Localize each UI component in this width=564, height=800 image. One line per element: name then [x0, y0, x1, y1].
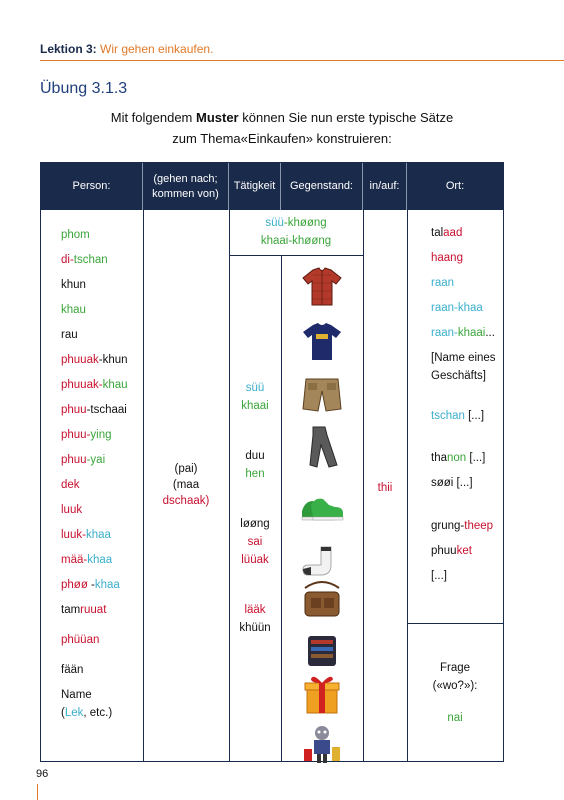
ort-entry: [431, 300, 503, 316]
word-segment: khaai: [260, 235, 289, 247]
ort-entry: [431, 368, 503, 384]
word-segment: tschan: [431, 410, 465, 422]
word-segment: [...]: [431, 570, 447, 582]
verb-line: (pai): [174, 463, 198, 475]
word-segment: luuk: [61, 504, 83, 516]
activity-entry: [229, 233, 363, 249]
ort-entry: [431, 475, 503, 491]
word-segment: raan: [431, 277, 455, 289]
word-segment: dek: [61, 479, 80, 491]
word-segment: khau: [61, 304, 86, 316]
person-entry: [61, 687, 143, 703]
intro-line-1: [40, 108, 524, 128]
word-segment: phüüan: [61, 634, 100, 646]
person-entry: [61, 377, 143, 393]
person-entry: [61, 402, 143, 418]
word-segment: rau: [61, 329, 78, 341]
person-entry: [61, 552, 143, 568]
header-object: Gegenstand:: [281, 163, 363, 210]
word-segment: khaai: [241, 400, 269, 412]
person-entry: [61, 577, 143, 593]
word-segment: -yai: [86, 454, 106, 466]
question-label: («wo?»):: [432, 680, 478, 692]
word-segment: tal: [431, 227, 444, 239]
activity-entry: [229, 516, 281, 532]
shirt-icon: [299, 265, 345, 309]
word-segment: phuu: [61, 404, 87, 416]
word-segment: khaai: [457, 327, 486, 339]
word-segment: Lek: [64, 707, 84, 719]
word-segment: ying: [90, 429, 112, 441]
word-segment: fään: [61, 664, 84, 676]
gift-icon: [299, 671, 345, 715]
column-divider: [281, 255, 282, 761]
question-answer: nai: [447, 712, 463, 724]
word-segment: løøng: [240, 518, 270, 530]
header-place: Ort:: [445, 180, 465, 192]
word-segment: [...]: [464, 410, 485, 422]
word-segment: søøi: [431, 477, 454, 489]
page-marker: [37, 784, 38, 800]
person-entry: [61, 227, 143, 243]
person-entry: [61, 705, 143, 721]
lesson-label: Lektion 3:: [40, 42, 97, 56]
word-segment: khüün: [239, 622, 271, 634]
person-entry: [61, 527, 143, 543]
header-verb: (gehen nach; kommen von): [143, 163, 229, 210]
word-segment: (: [61, 707, 65, 719]
word-segment: Geschäfts]: [431, 370, 486, 382]
bag-icon: [299, 578, 345, 622]
word-segment: ruuat: [80, 604, 107, 616]
word-segment: hen: [245, 468, 265, 480]
lesson-title: Wir gehen einkaufen.: [100, 42, 214, 56]
activity-entry: [229, 534, 281, 550]
verb-cell: [143, 461, 229, 509]
word-segment: luuk-: [61, 529, 86, 541]
word-segment: khaa: [94, 579, 120, 591]
ort-entry: [431, 225, 503, 241]
person-entry: [61, 302, 143, 318]
word-segment: sai: [247, 536, 263, 548]
tshirt-icon: [299, 320, 345, 364]
word-segment: non: [447, 452, 467, 464]
activity-entry: [229, 380, 281, 396]
word-segment: raan-: [431, 327, 458, 339]
ort-entry: [431, 568, 503, 584]
ort-entry: [431, 325, 503, 341]
person-entry: [61, 632, 143, 648]
toys-icon: [299, 723, 345, 767]
verb-line: dschaak): [162, 495, 210, 507]
word-segment: phom: [61, 229, 90, 241]
shorts-icon: [299, 373, 345, 417]
intro-text: können Sie nun erste typische Sätze: [238, 110, 454, 125]
activity-entry: [229, 215, 363, 231]
intro-line-2: zum Thema«Einkaufen» konstruieren:: [172, 131, 392, 146]
person-entry: [61, 602, 143, 618]
word-segment: [...]: [466, 452, 486, 464]
ort-entry: [431, 408, 503, 424]
person-entry: [61, 327, 143, 343]
activity-entry: [229, 466, 281, 482]
activity-entry: [229, 448, 281, 464]
word-segment: süü: [245, 382, 265, 394]
word-segment: phuu: [431, 545, 457, 557]
word-segment: raan-: [431, 302, 458, 314]
word-segment: tha: [431, 452, 447, 464]
person-entry: [61, 427, 143, 443]
word-segment: haang: [431, 252, 463, 264]
header-divider: [40, 60, 564, 61]
word-segment: aad: [443, 227, 463, 239]
word-segment: khaa: [457, 302, 483, 314]
ort-entry: [431, 250, 503, 266]
word-segment: Name: [61, 689, 92, 701]
word-segment: [Name eines: [431, 352, 496, 364]
word-segment: tam: [61, 604, 81, 616]
person-entry: [61, 662, 143, 678]
row-divider: [407, 623, 503, 624]
word-segment: phuu-: [61, 429, 91, 441]
activity-entry: [229, 398, 281, 414]
word-segment: phuuak: [61, 354, 99, 366]
lesson-header: [40, 42, 213, 56]
word-segment: khau: [102, 379, 128, 391]
word-segment: -khøøng: [288, 235, 332, 247]
pattern-table: [40, 162, 504, 762]
inauf-cell: thii: [377, 482, 393, 494]
person-entry: [61, 502, 143, 518]
activity-entry: [229, 602, 281, 618]
trousers-icon: [299, 425, 345, 469]
word-segment: -: [87, 579, 95, 591]
word-segment: , etc.): [83, 707, 113, 719]
word-segment: ...: [485, 327, 495, 339]
word-segment: ket: [456, 545, 472, 557]
word-segment: lääk: [244, 604, 266, 616]
person-entry: [61, 352, 143, 368]
word-segment: khun: [61, 279, 86, 291]
word-segment: phuuak-: [61, 379, 103, 391]
word-segment: [...]: [453, 477, 473, 489]
row-divider: [229, 255, 363, 256]
page-number: 96: [36, 768, 49, 780]
column-divider: [229, 210, 230, 761]
ort-entry: [431, 350, 503, 366]
ort-entry: [431, 518, 503, 534]
word-segment: khaa: [85, 529, 111, 541]
word-segment: -khun: [98, 354, 128, 366]
word-segment: lüüak: [241, 554, 269, 566]
question-cell: [407, 659, 503, 727]
verb-line: (maa: [172, 479, 200, 491]
intro-text: Mit folgendem: [110, 110, 196, 125]
header-activity: Tätigkeit: [229, 163, 281, 210]
word-segment: phuu: [61, 454, 87, 466]
word-segment: mää-: [61, 554, 88, 566]
word-segment: tschan: [73, 254, 108, 266]
word-segment: theep: [464, 520, 494, 532]
table-header: [41, 163, 503, 210]
word-segment: süü: [265, 217, 284, 229]
word-segment: grung-: [431, 520, 465, 532]
question-label: Frage: [439, 662, 471, 674]
ort-entry: [431, 275, 503, 291]
person-entry: [61, 477, 143, 493]
person-entry: [61, 452, 143, 468]
wallet-icon: [299, 628, 345, 672]
header-person: Person:: [41, 163, 143, 210]
word-segment: -khøøng: [283, 217, 327, 229]
word-segment: -tschaai: [86, 404, 127, 416]
exercise-title: Übung 3.1.3: [40, 80, 128, 97]
ort-entry: [431, 543, 503, 559]
word-segment: khaa: [87, 554, 113, 566]
sneakers-icon: [299, 483, 345, 527]
activity-entry: [229, 620, 281, 636]
intro-bold: Muster: [196, 110, 239, 125]
word-segment: di-: [61, 254, 74, 266]
word-segment: duu: [245, 450, 265, 462]
person-entry: [61, 277, 143, 293]
person-entry: [61, 252, 143, 268]
ort-entry: [431, 450, 503, 466]
header-inauf: in/auf:: [363, 163, 407, 210]
word-segment: phøø: [61, 579, 88, 591]
activity-entry: [229, 552, 281, 568]
